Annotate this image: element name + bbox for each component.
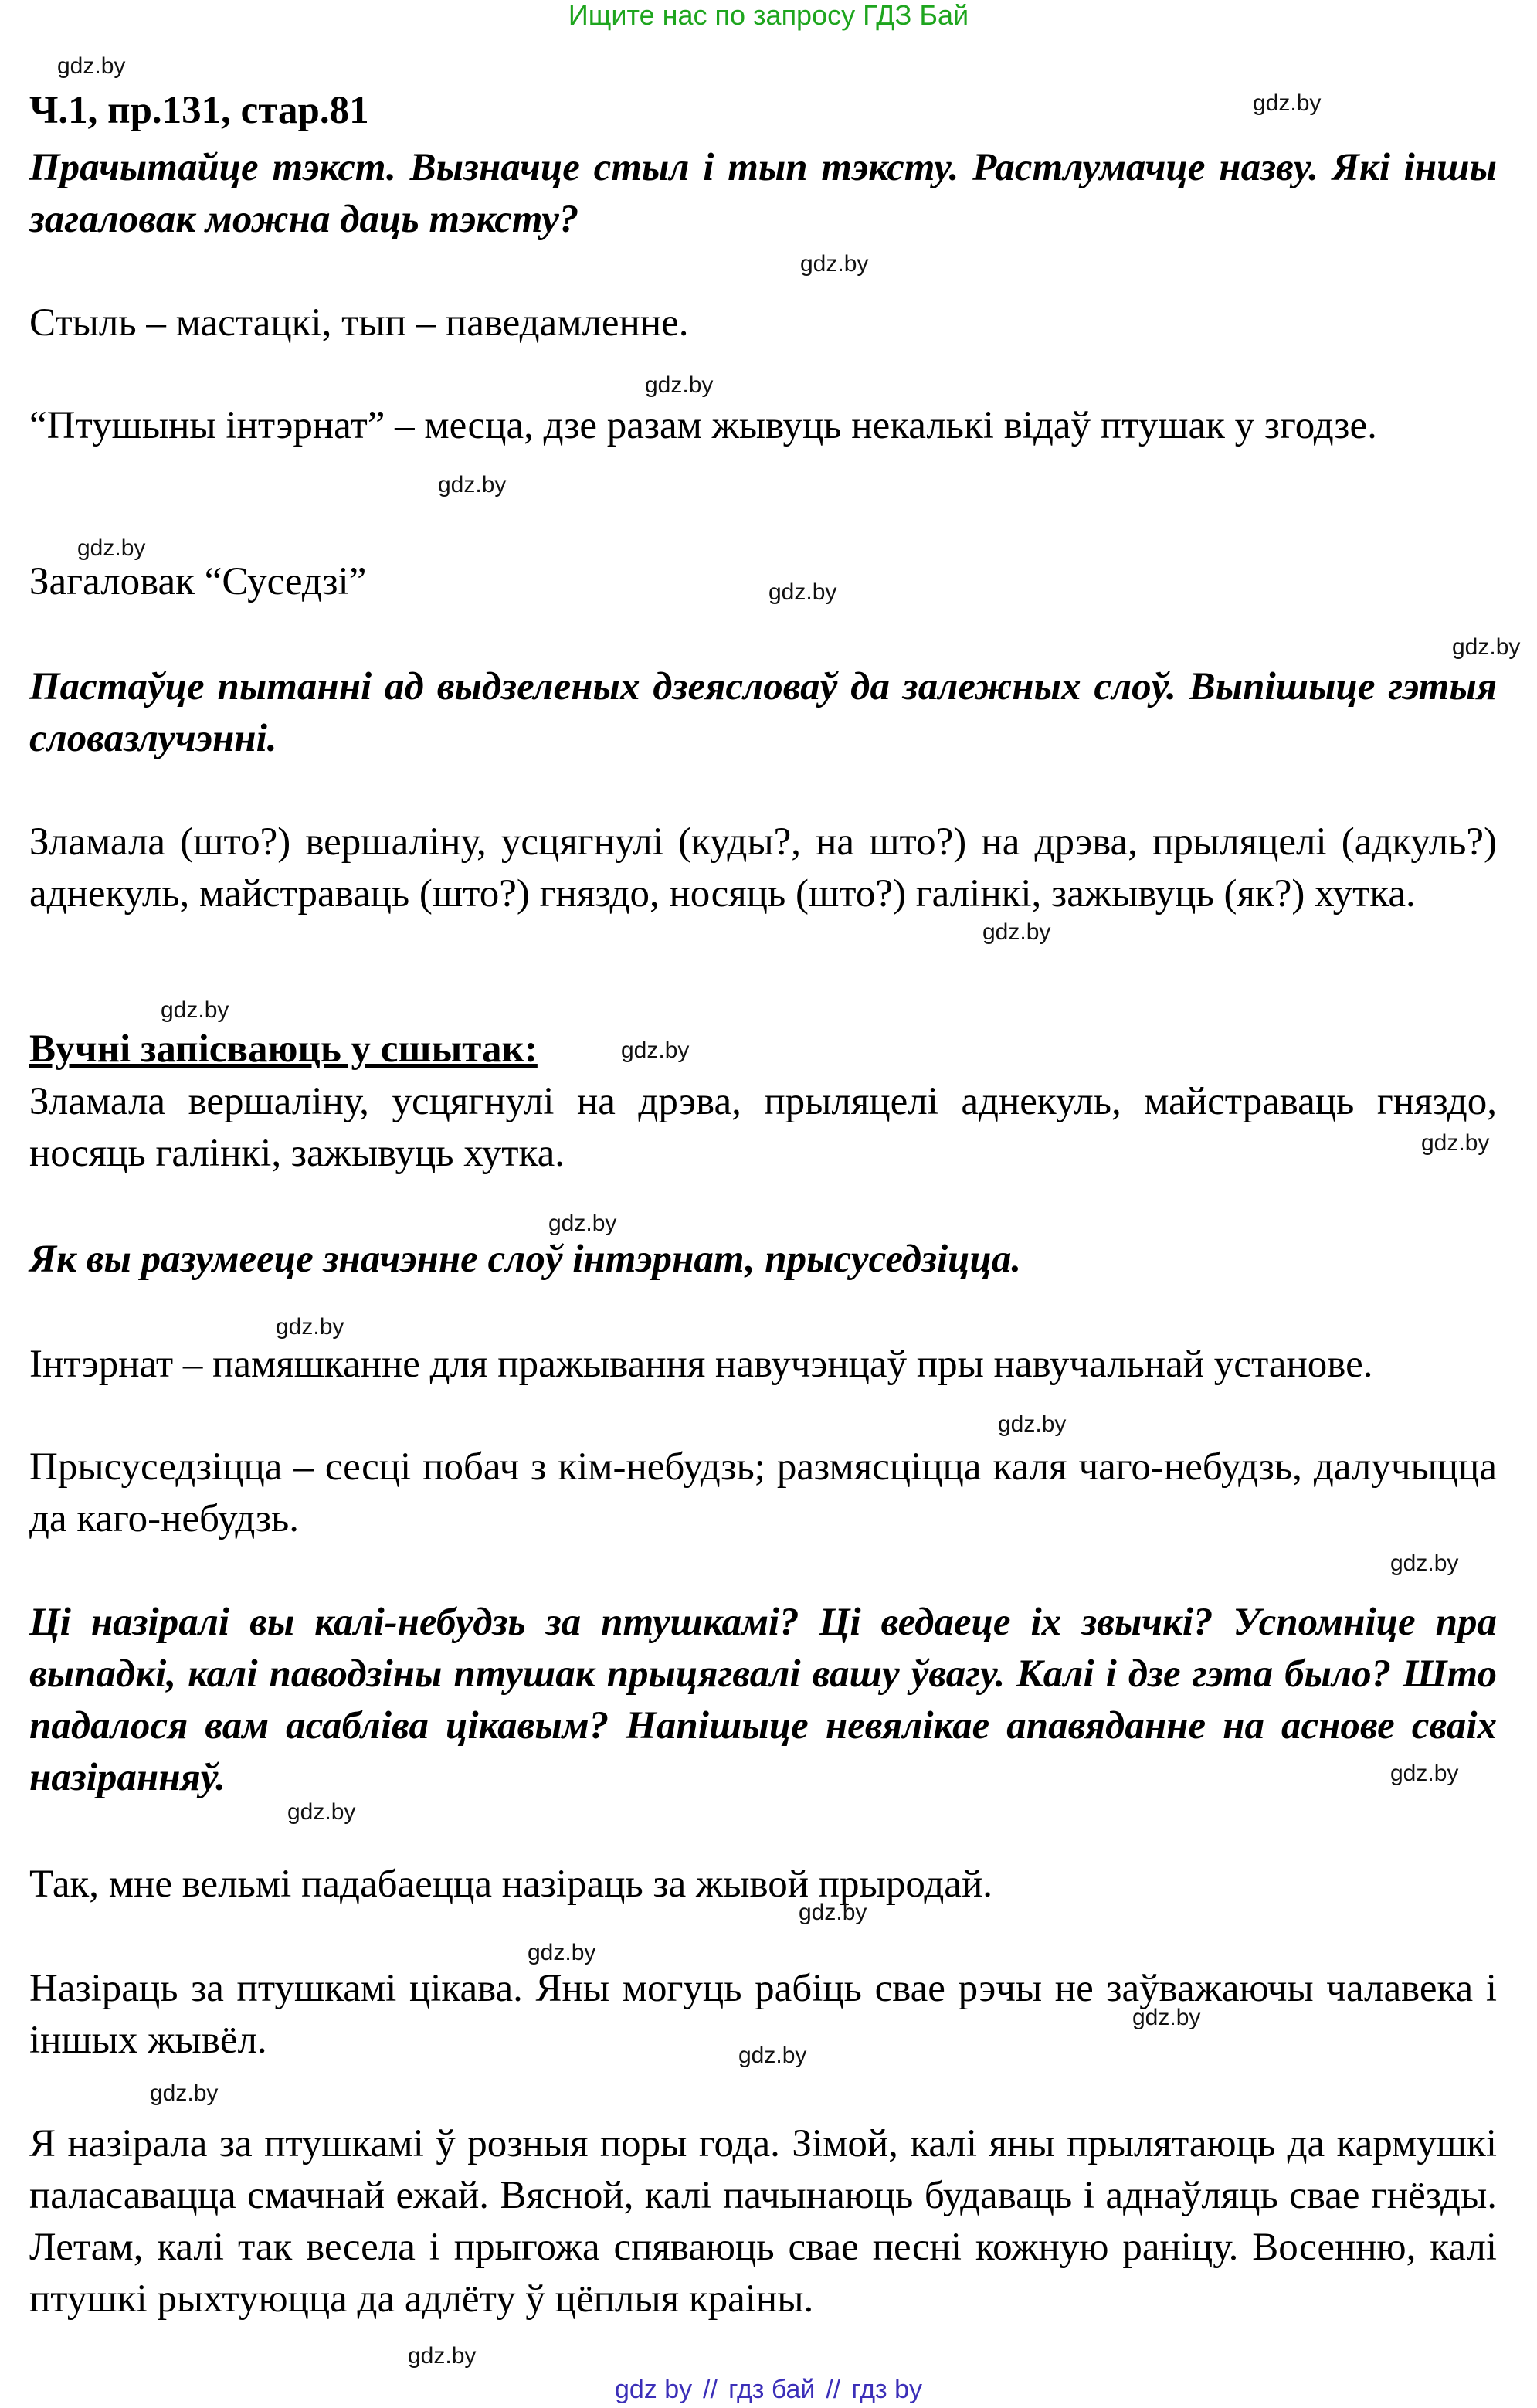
- question-1: Прачытайце тэкст. Вызначце стыл і тып тэксту. Растлумачце назву. Які іншы загаловак можна даць тэксту?: [29, 146, 1497, 241]
- watermark: gdz.by: [57, 53, 126, 79]
- footer-separator: //: [703, 2375, 718, 2404]
- watermark: gdz.by: [150, 2080, 219, 2106]
- story-paragraph-1: Так, мне вельмі падабаецца назіраць за жывой прыродай.: [29, 1863, 992, 1906]
- watermark: gdz.by: [548, 1211, 617, 1236]
- watermark: gdz.by: [287, 1799, 356, 1825]
- watermark: gdz.by: [621, 1038, 690, 1063]
- notebook-label: [29, 1024, 538, 1075]
- watermark: gdz.by: [438, 472, 507, 498]
- page-heading: Ч.1, пр.131, стар.81: [29, 89, 369, 132]
- watermark: gdz.by: [528, 1940, 596, 1965]
- watermark: gdz.by: [800, 251, 869, 277]
- footer: [0, 2375, 1537, 2404]
- watermark: gdz.by: [1421, 1130, 1490, 1156]
- answer-phrases-with-questions: Зламала (што?) вершаліну, усцягнулі (куды?, на што?) на дрэва, прыляцелі (адкуль?) аднекуль, майстраваць (што?) гняздо, носяць (што?) галінкі, зажывуць (як?) хутка.: [29, 820, 1497, 915]
- answer-style-type: Стыль – мастацкі, тып – паведамленне.: [29, 301, 689, 345]
- watermark: gdz.by: [768, 579, 837, 605]
- watermark: gdz.by: [408, 2343, 477, 2369]
- watermark: gdz.by: [1132, 2005, 1201, 2030]
- answer-title-meaning: “Птушыны інтэрнат” – месца, дзе разам жывуць некалькі відаў птушак у згодзе.: [29, 404, 1377, 447]
- answer-notebook-phrases: Зламала вершаліну, усцягнулі на дрэва, прыляцелі аднекуль, майстраваць гняздо, носяць галінкі, зажывуць хутка.: [29, 1080, 1497, 1175]
- watermark: gdz.by: [1253, 90, 1322, 116]
- question-4: Ці назіралі вы калі-небудзь за птушкамі? Ці ведаеце іх звычкі? Успомніце пра выпадкі, калі паводзіны птушак прыцягвалі вашу ўвагу. Калі і дзе гэта было? Што падалося вам асабліва цікавым? Напішыце невялікае апавяданне на аснове сваіх назіранняў.: [29, 1601, 1497, 1799]
- notebook-label-text: Вучні запісваюць у сшытак:: [29, 1027, 538, 1071]
- watermark: gdz.by: [982, 919, 1051, 945]
- watermark: gdz.by: [1452, 634, 1521, 660]
- footer-link-2[interactable]: гдз бай: [728, 2375, 816, 2404]
- watermark: gdz.by: [645, 372, 714, 398]
- watermark: gdz.by: [1390, 1761, 1459, 1786]
- definition-prysusedzicca: Прысуседзіцца – сесці побач з кім-небудзь; размясціцца каля чаго-небудзь, далучыцца да каго-небудзь.: [29, 1445, 1497, 1540]
- watermark: gdz.by: [77, 535, 146, 561]
- footer-link-3[interactable]: гдз by: [851, 2375, 922, 2404]
- watermark: gdz.by: [738, 2043, 807, 2068]
- watermark: gdz.by: [799, 1900, 867, 1925]
- watermark: gdz.by: [1390, 1550, 1459, 1576]
- watermark: gdz.by: [998, 1411, 1067, 1437]
- watermark: gdz.by: [161, 997, 229, 1023]
- top-banner[interactable]: Ищите нас по запросу ГДЗ Бай: [568, 0, 969, 31]
- definition-internat: Інтэрнат – памяшканне для пражывання навучэнцаў пры навучальнай установе.: [29, 1343, 1373, 1386]
- answer-alt-title: Загаловак “Суседзі”: [29, 560, 367, 603]
- footer-separator: //: [826, 2375, 841, 2404]
- story-paragraph-3: Я назірала за птушкамі ў розныя поры года. Зімой, калі яны прылятаюць да кармушкі паласавацца смачнай ежай. Вясной, калі пачынаюць будаваць і аднаўляць свае гнёзды. Летам, калі так весела і прыгожа спяваюць свае песні кожную раніцу. Восенню, калі птушкі рыхтуюцца да адлёту ў цёплыя краіны.: [29, 2122, 1497, 2321]
- footer-link-1[interactable]: gdz by: [614, 2375, 693, 2404]
- story-paragraph-2: Назіраць за птушкамі цікава. Яны могуць рабіць свае рэчы не заўважаючы чалавека і іншых жывёл.: [29, 1967, 1497, 2062]
- question-2: Пастаўце пытанні ад выдзеленых дзеясловаў да залежных слоў. Выпішыце гэтыя словазлучэнні.: [29, 665, 1497, 760]
- question-3: Як вы разумееце значэнне слоў інтэрнат, прысуседзіцца.: [29, 1238, 1022, 1281]
- watermark: gdz.by: [276, 1314, 344, 1340]
